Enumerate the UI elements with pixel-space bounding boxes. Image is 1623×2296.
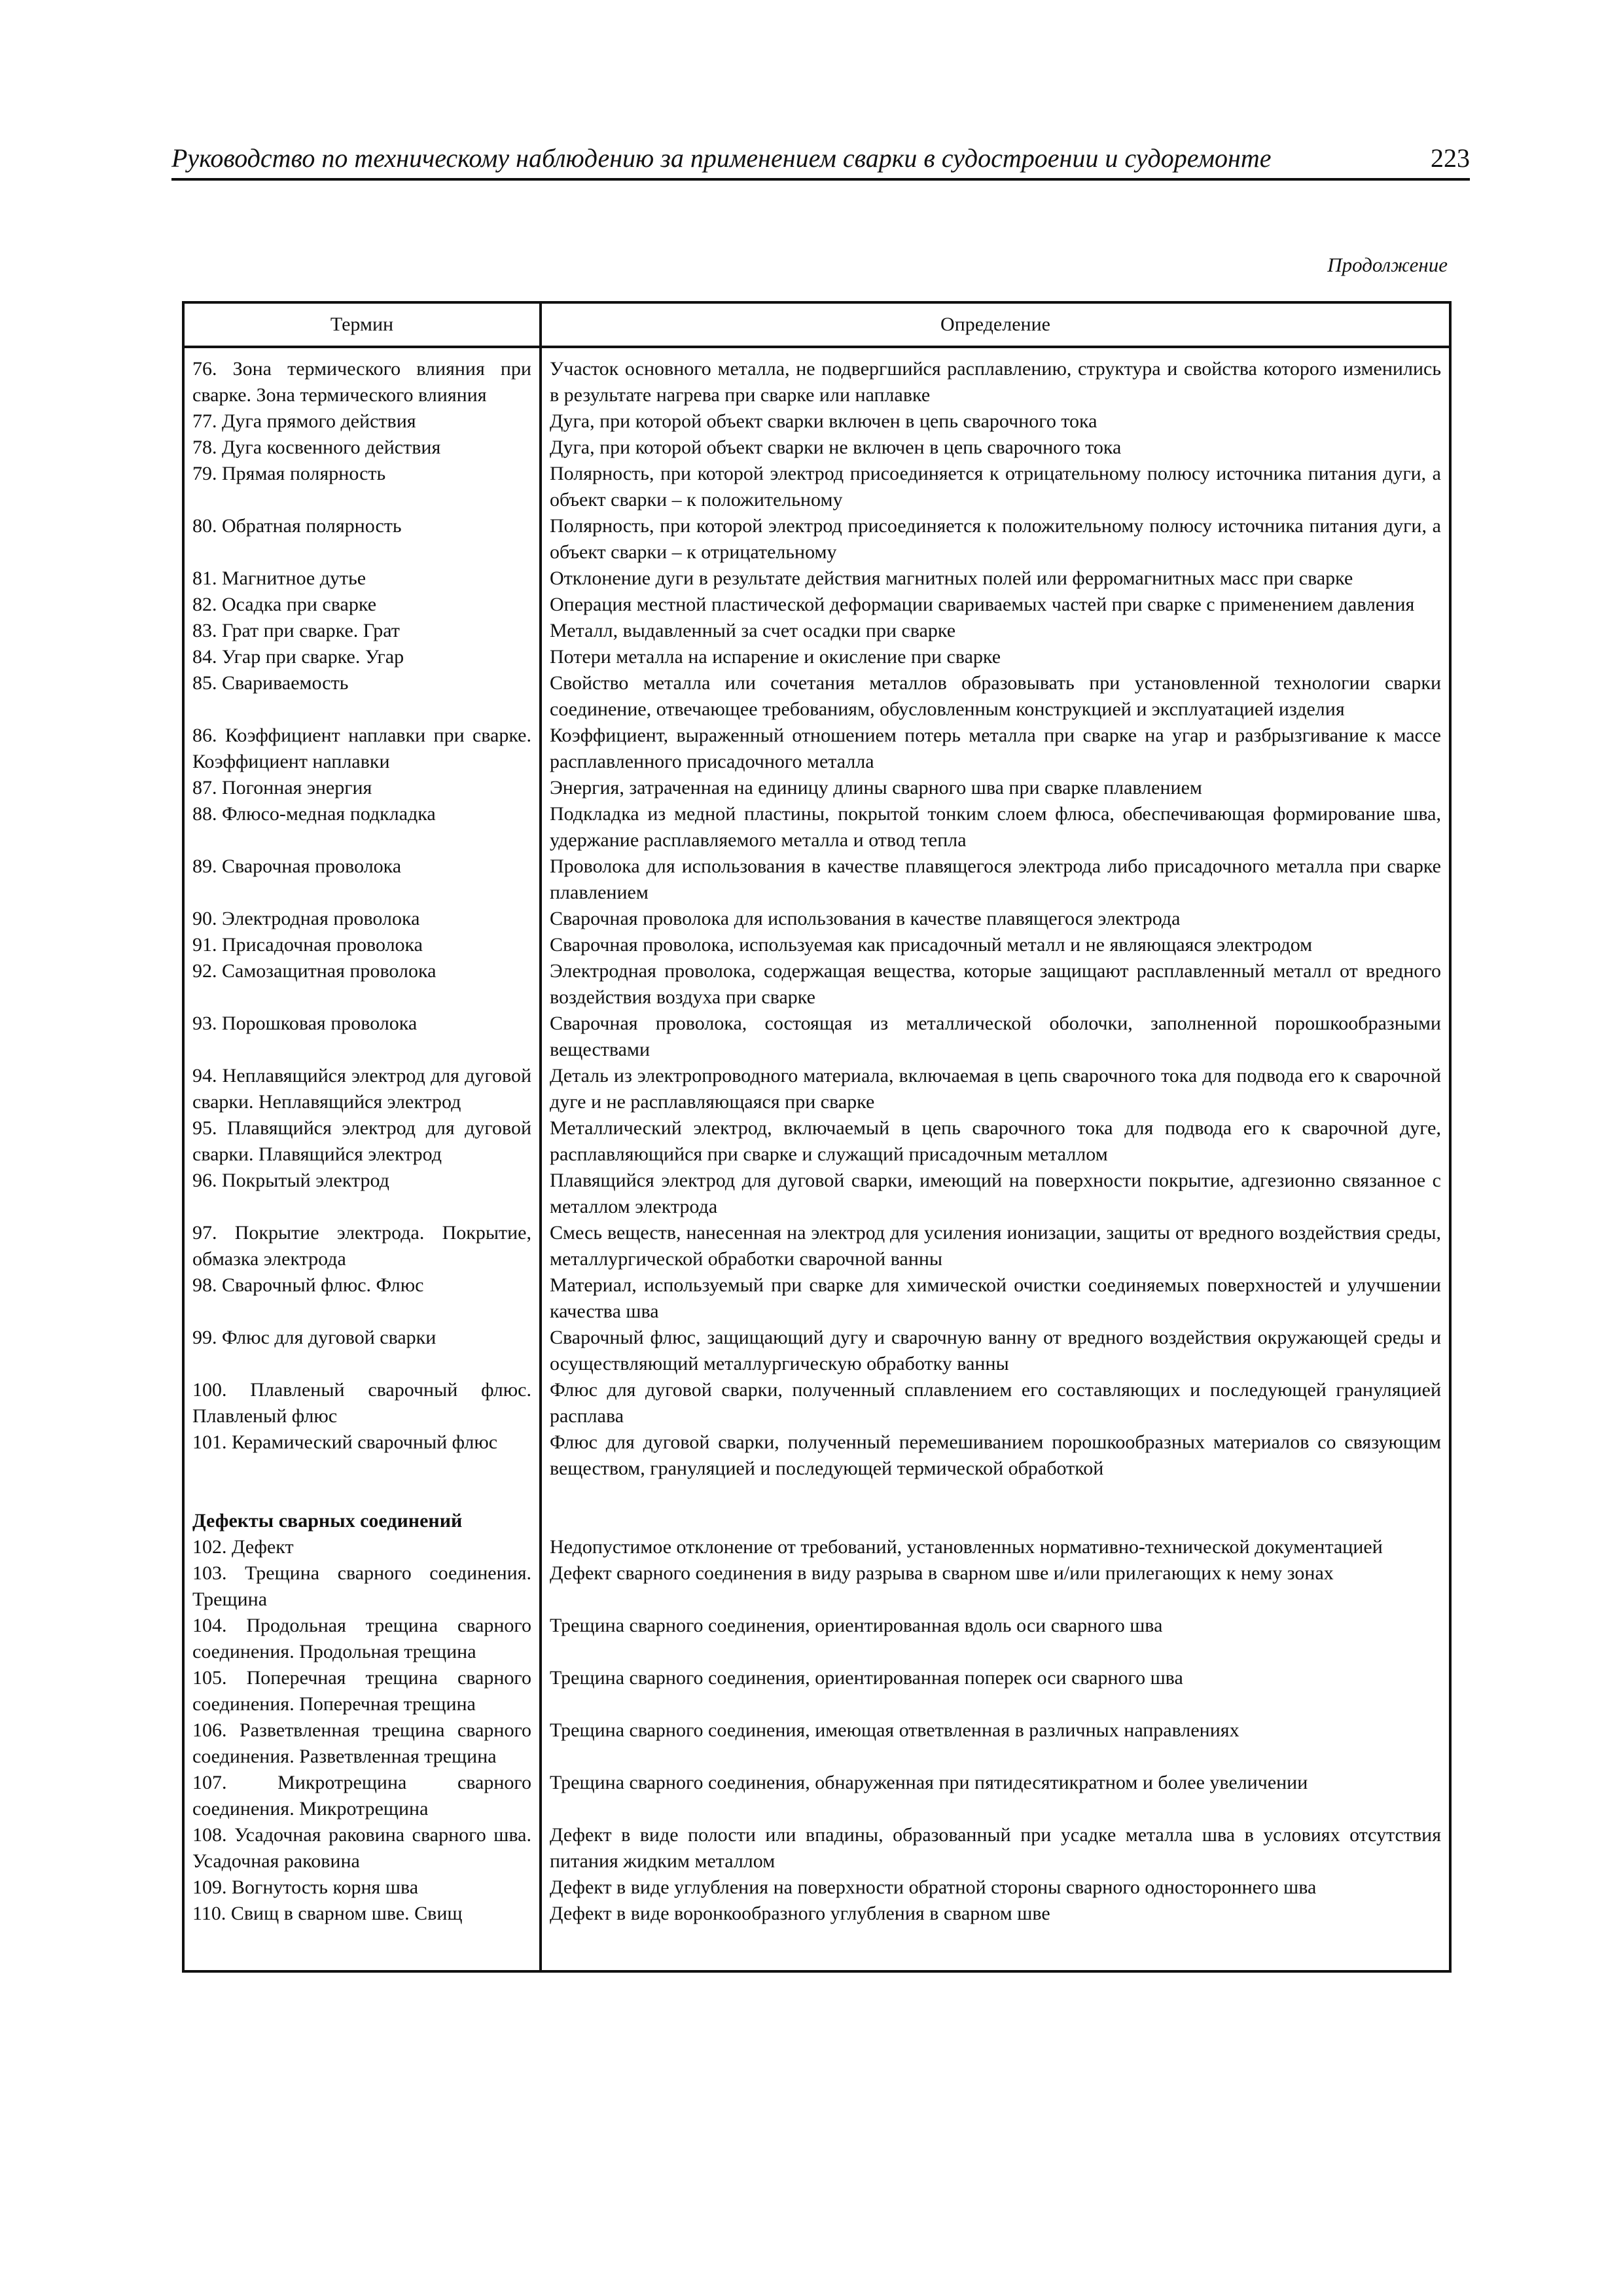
term-cell: 93. Порошковая проволока (183, 1011, 541, 1063)
term-cell: 90. Электродная проволока (183, 906, 541, 932)
definition-cell: Металл, выдавленный за счет осадки при сварке (541, 618, 1450, 644)
table-row (183, 670, 1450, 723)
term-cell: 107. Микротрещина сварного соединения. Микротрещина (183, 1770, 541, 1822)
table-row (183, 1534, 1450, 1560)
definition-cell: Сварочный флюс, защищающий дугу и сварочную ванну от вредного воздействия окружающей среды и осуществляющий металлургическую обработку ванны (541, 1325, 1450, 1377)
term-cell: 77. Дуга прямого действия (183, 408, 541, 435)
table-header-row (183, 302, 1450, 347)
definition-cell: Коэффициент, выраженный отношением потерь металла при сварке на угар и разбрызгивание к массе расплавленного присадочного металла (541, 723, 1450, 775)
definition-cell: Проволока для использования в качестве плавящегося электрода либо присадочного металла при сварке плавлением (541, 853, 1450, 906)
table-row (183, 461, 1450, 513)
definition-cell: Трещина сварного соединения, ориентированная поперек оси сварного шва (541, 1665, 1450, 1717)
table-row (183, 801, 1450, 853)
definition-cell: Дефект в виде полости или впадины, образованный при усадке металла шва в условиях отсутствия питания жидким металлом (541, 1822, 1450, 1874)
table-row (183, 1377, 1450, 1429)
table-row (183, 958, 1450, 1011)
term-cell: 82. Осадка при сварке (183, 592, 541, 618)
term-cell: 91. Присадочная проволока (183, 932, 541, 958)
definition-cell: Трещина сварного соединения, ориентированная вдоль оси сварного шва (541, 1613, 1450, 1665)
definition-cell: Операция местной пластической деформации свариваемых частей при сварке с применением давления (541, 592, 1450, 618)
definition-cell: Сварочная проволока, используемая как присадочный металл и не являющаяся электродом (541, 932, 1450, 958)
page-header (171, 143, 1470, 182)
term-cell: 80. Обратная полярность (183, 513, 541, 565)
table-row (183, 1822, 1450, 1874)
section-empty-cell (541, 1482, 1450, 1534)
term-cell: 100. Плавленый сварочный флюс. Плавленый флюс (183, 1377, 541, 1429)
term-cell: 87. Погонная энергия (183, 775, 541, 801)
term-cell: 109. Вогнутость корня шва (183, 1874, 541, 1901)
column-header-definition: Определение (541, 302, 1450, 347)
definition-cell: Материал, используемый при сварке для химической очистки соединяемых поверхностей и улучшении качества шва (541, 1272, 1450, 1325)
table-row (183, 723, 1450, 775)
definition-cell: Трещина сварного соединения, обнаруженная при пятидесятикратном и более увеличении (541, 1770, 1450, 1822)
term-cell: 102. Дефект (183, 1534, 541, 1560)
definition-cell: Участок основного металла, не подвергшийся расплавлению, структура и свойства которого изменились в результате нагрева при сварке или наплавке (541, 347, 1450, 408)
term-cell: 101. Керамический сварочный флюс (183, 1429, 541, 1482)
definition-cell: Флюс для дуговой сварки, полученный сплавлением его составляющих и последующей грануляцией расплава (541, 1377, 1450, 1429)
table-row (183, 1220, 1450, 1272)
definition-cell: Свойство металла или сочетания металлов образовывать при установленной технологии сварки соединение, отвечающее требованиям, обусловленным конструкцией и эксплуатацией изделия (541, 670, 1450, 723)
table-row (183, 775, 1450, 801)
definition-cell: Трещина сварного соединения, имеющая ответвленная в различных направлениях (541, 1717, 1450, 1770)
definition-cell: Подкладка из медной пластины, покрытой тонким слоем флюса, обеспечивающая формирование шва, удержание расплавляемого металла и отвод тепла (541, 801, 1450, 853)
definition-cell: Отклонение дуги в результате действия магнитных полей или ферромагнитных масс при сварке (541, 565, 1450, 592)
definition-cell: Полярность, при которой электрод присоединяется к отрицательному полюсу источника питания дуги, а объект сварки – к положительному (541, 461, 1450, 513)
table-row (183, 932, 1450, 958)
table-row (183, 906, 1450, 932)
definition-cell: Смесь веществ, нанесенная на электрод для усиления ионизации, защиты от вредного воздействия среды, металлургической обработки сварочной ванны (541, 1220, 1450, 1272)
definition-cell: Дуга, при которой объект сварки включен в цепь сварочного тока (541, 408, 1450, 435)
term-cell: 110. Свищ в сварном шве. Свищ (183, 1901, 541, 1971)
table-row (183, 565, 1450, 592)
table-row (183, 1770, 1450, 1822)
table-row (183, 347, 1450, 408)
table-row (183, 1613, 1450, 1665)
header-rule (171, 178, 1470, 181)
page-number: 223 (1431, 143, 1470, 173)
definition-cell: Флюс для дуговой сварки, полученный перемешиванием порошкообразных материалов со связующим веществом, грануляцией и последующей термической обработкой (541, 1429, 1450, 1482)
term-cell: 84. Угар при сварке. Угар (183, 644, 541, 670)
term-cell: 96. Покрытый электрод (183, 1168, 541, 1220)
table-row (183, 1115, 1450, 1168)
definition-cell: Сварочная проволока для использования в качестве плавящегося электрода (541, 906, 1450, 932)
term-cell: 89. Сварочная проволока (183, 853, 541, 906)
terms-table (182, 301, 1452, 1973)
table-body (183, 347, 1450, 1971)
table-row (183, 1717, 1450, 1770)
definition-cell: Деталь из электропроводного материала, включаемая в цепь сварочного тока для подвода его к сварочной дуге и не расплавляющаяся при сварке (541, 1063, 1450, 1115)
term-cell: 95. Плавящийся электрод для дуговой сварки. Плавящийся электрод (183, 1115, 541, 1168)
table-row (183, 1665, 1450, 1717)
table-row (183, 1325, 1450, 1377)
term-cell: 108. Усадочная раковина сварного шва. Усадочная раковина (183, 1822, 541, 1874)
term-cell: 85. Свариваемость (183, 670, 541, 723)
section-title: Дефекты сварных соединений (183, 1482, 541, 1534)
definition-cell: Дефект сварного соединения в виду разрыва в сварном шве и/или прилегающих к нему зонах (541, 1560, 1450, 1613)
table-row (183, 408, 1450, 435)
definition-cell: Недопустимое отклонение от требований, установленных нормативно-технической документацией (541, 1534, 1450, 1560)
table-row (183, 592, 1450, 618)
table-row (183, 513, 1450, 565)
term-cell: 86. Коэффициент наплавки при сварке. Коэффициент наплавки (183, 723, 541, 775)
column-header-term: Термин (183, 302, 541, 347)
term-cell: 99. Флюс для дуговой сварки (183, 1325, 541, 1377)
definition-cell: Потери металла на испарение и окисление при сварке (541, 644, 1450, 670)
definition-cell: Дефект в виде углубления на поверхности обратной стороны сварного одностороннего шва (541, 1874, 1450, 1901)
table-row (183, 853, 1450, 906)
section-row (183, 1482, 1450, 1534)
table-row (183, 1560, 1450, 1613)
term-cell: 105. Поперечная трещина сварного соединения. Поперечная трещина (183, 1665, 541, 1717)
term-cell: 79. Прямая полярность (183, 461, 541, 513)
definition-cell: Плавящийся электрод для дуговой сварки, имеющий на поверхности покрытие, адгезионно связанное с металлом электрода (541, 1168, 1450, 1220)
term-cell: 78. Дуга косвенного действия (183, 435, 541, 461)
definition-cell: Дефект в виде воронкообразного углубления в сварном шве (541, 1901, 1450, 1971)
definition-cell: Энергия, затраченная на единицу длины сварного шва при сварке плавлением (541, 775, 1450, 801)
term-cell: 106. Разветвленная трещина сварного соединения. Разветвленная трещина (183, 1717, 541, 1770)
term-cell: 94. Неплавящийся электрод для дуговой сварки. Неплавящийся электрод (183, 1063, 541, 1115)
term-cell: 92. Самозащитная проволока (183, 958, 541, 1011)
term-cell: 81. Магнитное дутье (183, 565, 541, 592)
definition-cell: Электродная проволока, содержащая вещества, которые защищают расплавленный металл от вредного воздействия воздуха при сварке (541, 958, 1450, 1011)
definition-cell: Металлический электрод, включаемый в цепь сварочного тока для подвода его к сварочной дуге, расплавляющийся при сварке и служащий присадочным металлом (541, 1115, 1450, 1168)
term-cell: 98. Сварочный флюс. Флюс (183, 1272, 541, 1325)
term-cell: 88. Флюсо-медная подкладка (183, 801, 541, 853)
running-title: Руководство по техническому наблюдению за применением сварки в судостроении и судоремонте (171, 143, 1272, 173)
table-row (183, 1063, 1450, 1115)
table-row (183, 1168, 1450, 1220)
definition-cell: Сварочная проволока, состоящая из металлической оболочки, заполненной порошкообразными веществами (541, 1011, 1450, 1063)
table-row (183, 1011, 1450, 1063)
table-row (183, 644, 1450, 670)
table-row (183, 1874, 1450, 1901)
term-cell: 83. Грат при сварке. Грат (183, 618, 541, 644)
term-cell: 76. Зона термического влияния при сварке. Зона термического влияния (183, 347, 541, 408)
table-row (183, 1901, 1450, 1971)
continuation-label: Продолжение (1327, 253, 1448, 276)
table-row (183, 435, 1450, 461)
definition-cell: Дуга, при которой объект сварки не включен в цепь сварочного тока (541, 435, 1450, 461)
table-row (183, 618, 1450, 644)
table-row (183, 1272, 1450, 1325)
term-cell: 97. Покрытие электрода. Покрытие, обмазка электрода (183, 1220, 541, 1272)
table-row (183, 1429, 1450, 1482)
definition-cell: Полярность, при которой электрод присоединяется к положительному полюсу источника питания дуги, а объект сварки – к отрицательному (541, 513, 1450, 565)
term-cell: 104. Продольная трещина сварного соединения. Продольная трещина (183, 1613, 541, 1665)
term-cell: 103. Трещина сварного соединения. Трещина (183, 1560, 541, 1613)
